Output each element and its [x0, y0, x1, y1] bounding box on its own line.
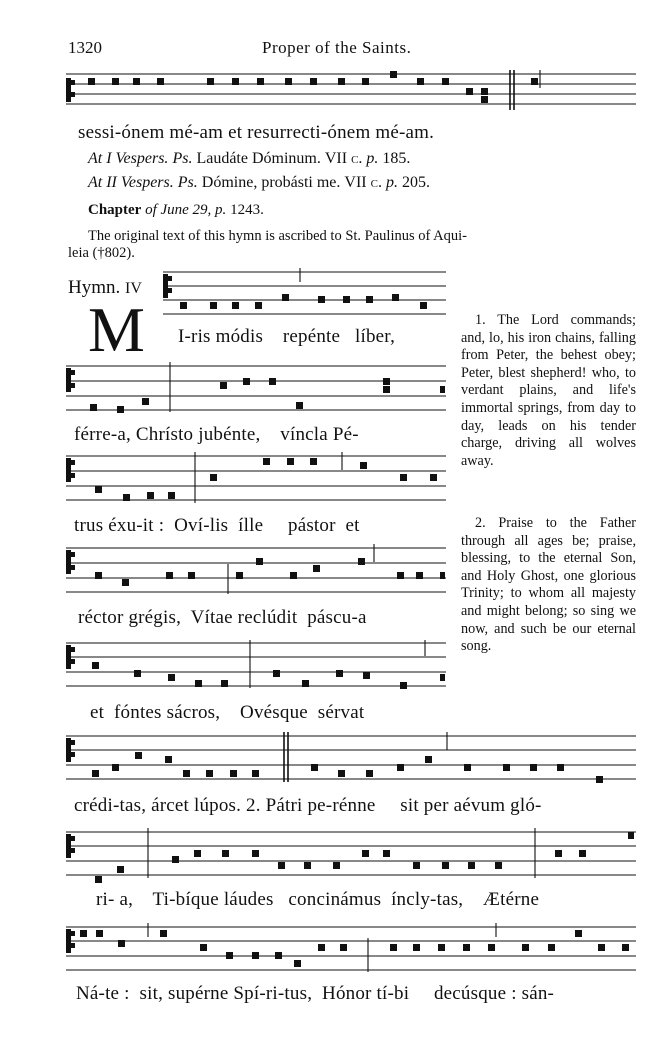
psalm-page: 185. [382, 150, 411, 167]
chapter-label: Chapter [88, 202, 142, 218]
chapter-line [88, 202, 264, 219]
lyric-line-8: Ná-te : sit, supérne Spí-ri-tus, Hónor tí-bi decúsque : sán- [76, 983, 555, 1004]
lyric-line-2: férre-a, Chrísto jubénte, víncla Pé- [74, 424, 359, 445]
chapter-ref: of June 29, p. [145, 202, 227, 218]
psalm-mode: VII c. [344, 174, 382, 191]
psalm-incipit: Laudáte Dóminum. [196, 150, 321, 167]
page-abbrev: p. [366, 150, 379, 167]
hymn-note-line2: leia (†802). [68, 245, 135, 261]
staff-1 [163, 268, 446, 314]
first-vespers-line [88, 150, 410, 168]
staff-7 [66, 828, 636, 878]
running-title: Proper of the Saints. [262, 38, 412, 57]
staff-4 [66, 544, 446, 594]
vespers-ps: Ps. [172, 150, 193, 167]
vespers-hour: At I Vespers. [88, 150, 169, 167]
vespers-ps: Ps. [177, 174, 198, 191]
verse-end-lyrics: sessi-ónem mé-am et resurrecti-ónem mé-am. [78, 122, 435, 143]
translation-stanza-1: 1. The Lord commands; and, lo, his iron chains, falling from Peter, the behest obey; Peter, blest shepherd! who, to verdant plains, and life's immortal springs, from day to day, leads on his tender charge, driving all wolves away. [461, 312, 636, 469]
page-abbrev: p. [385, 174, 398, 191]
psalm-page: 205. [401, 174, 430, 191]
staff-6 [66, 732, 636, 782]
lyric-line-6: crédi-tas, árcet lúpos. 2. Pátri pe-rénne sit per aévum gló- [74, 795, 542, 816]
hymn-mode: IV [125, 280, 142, 297]
lyric-line-7: ri- a, Ti-bíque láudes concinámus íncly-tas, Ætérne [96, 889, 540, 910]
psalm-incipit: Dómine, probásti me. [201, 174, 341, 191]
translation-stanza-2: 2. Praise to the Father through all ages be; praise, blessing, to the eternal Son, and Holy Ghost, one glorious Trinity; to whom all majesty and might belong; so sing we now, and such be our eternal song. [461, 515, 636, 655]
hymn-note-line1: The original text of this hymn is ascribed to St. Paulinus of Aqui- [88, 228, 467, 244]
drop-cap: M [88, 294, 145, 365]
lyric-line-5: et fóntes sácros, Ovésque sérvat [90, 702, 365, 723]
hymn-word: Hymn. [68, 277, 121, 298]
page-number: 1320 [68, 38, 102, 57]
second-vespers-line [88, 174, 430, 192]
lyric-line-4: réctor grégis, Vítae reclúdit páscu-a [78, 607, 367, 628]
staff-5 [66, 640, 446, 688]
staff-0 [66, 70, 636, 110]
vespers-hour: At II Vespers. [88, 174, 174, 191]
lyric-line-1: I-ris módis repénte líber, [178, 326, 396, 347]
lyric-line-3: trus éxu-it : Oví-lis ílle pástor et [74, 515, 360, 536]
psalm-mode: VII c. [324, 150, 363, 167]
chapter-page: 1243. [230, 202, 264, 218]
